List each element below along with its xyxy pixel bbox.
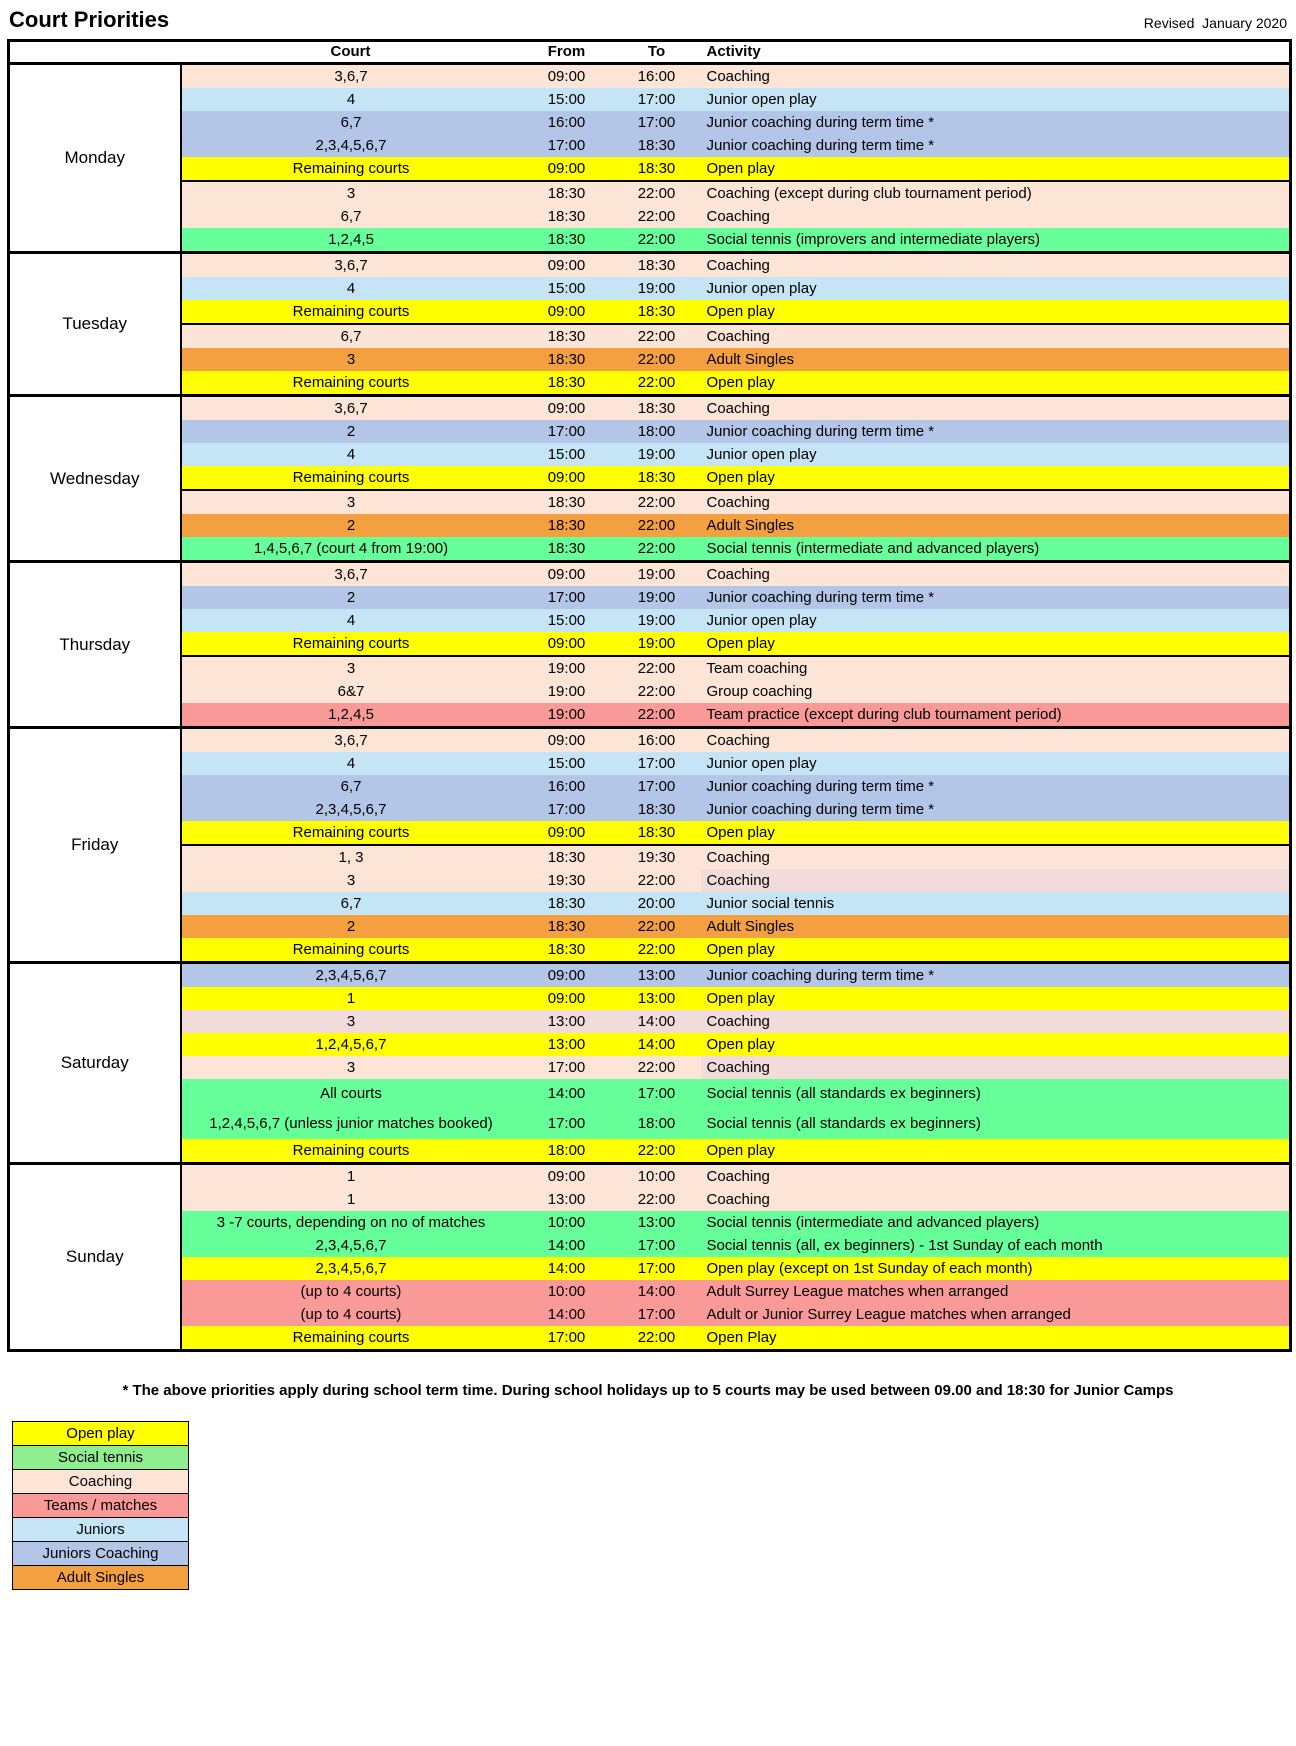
to-cell: 18:30 — [613, 157, 701, 181]
schedule-row — [9, 134, 1291, 157]
activity-header: Activity — [701, 41, 1291, 64]
activity-cell: Open play — [701, 300, 1291, 324]
schedule-row — [9, 1079, 1291, 1109]
from-cell: 09:00 — [521, 821, 613, 845]
activity-cell: Social tennis (improvers and intermediate players) — [701, 228, 1291, 253]
court-cell: 1,2,4,5 — [181, 703, 521, 728]
to-cell: 13:00 — [613, 963, 701, 988]
from-cell: 18:30 — [521, 537, 613, 562]
schedule-row — [9, 632, 1291, 656]
activity-cell: Junior open play — [701, 752, 1291, 775]
court-cell: 3,6,7 — [181, 64, 521, 89]
to-cell: 17:00 — [613, 775, 701, 798]
to-cell: 22:00 — [613, 348, 701, 371]
court-cell: 1, 3 — [181, 845, 521, 869]
from-cell: 17:00 — [521, 798, 613, 821]
from-cell: 14:00 — [521, 1257, 613, 1280]
activity-cell: Open play — [701, 1139, 1291, 1164]
court-cell: 6&7 — [181, 680, 521, 703]
to-cell: 19:00 — [613, 562, 701, 587]
to-cell: 22:00 — [613, 680, 701, 703]
from-cell: 10:00 — [521, 1280, 613, 1303]
court-cell: 2,3,4,5,6,7 — [181, 963, 521, 988]
from-cell: 14:00 — [521, 1234, 613, 1257]
revised-date: Revised January 2020 — [1143, 15, 1287, 31]
activity-cell: Adult Singles — [701, 514, 1291, 537]
schedule-row — [9, 443, 1291, 466]
from-cell: 13:00 — [521, 1188, 613, 1211]
court-cell: 3,6,7 — [181, 562, 521, 587]
to-cell: 18:30 — [613, 466, 701, 490]
activity-cell: Open Play — [701, 1326, 1291, 1351]
from-cell: 09:00 — [521, 157, 613, 181]
schedule-row — [9, 1188, 1291, 1211]
schedule-row — [9, 1109, 1291, 1139]
legend-item: Open play — [12, 1421, 189, 1446]
from-cell: 09:00 — [521, 1164, 613, 1189]
court-cell: 6,7 — [181, 775, 521, 798]
schedule-row — [9, 466, 1291, 490]
court-cell: 1,2,4,5,6,7 — [181, 1033, 521, 1056]
from-cell: 17:00 — [521, 1056, 613, 1079]
to-cell: 22:00 — [613, 703, 701, 728]
schedule-row — [9, 277, 1291, 300]
activity-cell: Adult or Junior Surrey League matches when arranged — [701, 1303, 1291, 1326]
to-cell: 22:00 — [613, 228, 701, 253]
from-cell: 16:00 — [521, 775, 613, 798]
court-cell: 2 — [181, 420, 521, 443]
from-cell: 19:00 — [521, 656, 613, 680]
activity-cell: Adult Singles — [701, 348, 1291, 371]
court-cell: 4 — [181, 752, 521, 775]
from-cell: 13:00 — [521, 1033, 613, 1056]
court-cell: 1 — [181, 1188, 521, 1211]
activity-cell: Team practice (except during club tournament period) — [701, 703, 1291, 728]
activity-cell: Junior coaching during term time * — [701, 134, 1291, 157]
activity-cell: Adult Surrey League matches when arranged — [701, 1280, 1291, 1303]
legend-item: Social tennis — [12, 1445, 189, 1470]
from-cell: 09:00 — [521, 562, 613, 587]
legend-item: Juniors Coaching — [12, 1541, 189, 1566]
court-cell: 3 — [181, 656, 521, 680]
activity-cell: Open play — [701, 371, 1291, 396]
to-cell: 16:00 — [613, 728, 701, 753]
schedule-row — [9, 845, 1291, 869]
to-cell: 18:30 — [613, 798, 701, 821]
to-cell: 22:00 — [613, 1056, 701, 1079]
activity-cell: Junior open play — [701, 88, 1291, 111]
day-label: Tuesday — [9, 253, 181, 396]
day-label: Thursday — [9, 562, 181, 728]
court-cell: (up to 4 courts) — [181, 1280, 521, 1303]
court-cell: 1 — [181, 1164, 521, 1189]
day-label: Wednesday — [9, 396, 181, 562]
court-cell: Remaining courts — [181, 1139, 521, 1164]
schedule-row — [9, 324, 1291, 348]
activity-cell: Open play — [701, 1033, 1291, 1056]
activity-cell: Junior open play — [701, 277, 1291, 300]
activity-cell: Coaching — [701, 490, 1291, 514]
day-label: Sunday — [9, 1164, 181, 1351]
from-cell: 19:30 — [521, 869, 613, 892]
schedule-row — [9, 680, 1291, 703]
from-cell: 09:00 — [521, 253, 613, 278]
schedule-row — [9, 1326, 1291, 1351]
court-header: Court — [181, 41, 521, 64]
from-cell: 09:00 — [521, 632, 613, 656]
schedule-row — [9, 656, 1291, 680]
activity-cell: Coaching — [701, 869, 1291, 892]
to-cell: 18:30 — [613, 821, 701, 845]
from-cell: 09:00 — [521, 466, 613, 490]
court-cell: 2 — [181, 915, 521, 938]
court-cell: 2,3,4,5,6,7 — [181, 1257, 521, 1280]
schedule-body — [9, 64, 1291, 1351]
court-cell: Remaining courts — [181, 300, 521, 324]
to-cell: 22:00 — [613, 181, 701, 205]
activity-cell: Open play — [701, 157, 1291, 181]
from-cell: 18:30 — [521, 205, 613, 228]
to-cell: 20:00 — [613, 892, 701, 915]
activity-cell: Social tennis (intermediate and advanced players) — [701, 537, 1291, 562]
to-cell: 19:30 — [613, 845, 701, 869]
schedule-row — [9, 1234, 1291, 1257]
schedule-row — [9, 490, 1291, 514]
schedule-row — [9, 300, 1291, 324]
to-cell: 17:00 — [613, 1303, 701, 1326]
to-cell: 22:00 — [613, 1326, 701, 1351]
activity-cell: Junior coaching during term time * — [701, 963, 1291, 988]
to-cell: 17:00 — [613, 1079, 701, 1109]
to-cell: 18:30 — [613, 134, 701, 157]
court-cell: 2 — [181, 514, 521, 537]
schedule-row — [9, 514, 1291, 537]
from-cell: 18:30 — [521, 514, 613, 537]
activity-cell: Open play — [701, 632, 1291, 656]
color-legend — [12, 1421, 189, 1590]
from-cell: 15:00 — [521, 609, 613, 632]
schedule-row — [9, 609, 1291, 632]
table-header — [9, 41, 1291, 64]
to-cell: 22:00 — [613, 656, 701, 680]
from-cell: 09:00 — [521, 963, 613, 988]
to-cell: 22:00 — [613, 1139, 701, 1164]
from-cell: 18:30 — [521, 348, 613, 371]
schedule-row — [9, 111, 1291, 134]
activity-cell: Open play (except on 1st Sunday of each month) — [701, 1257, 1291, 1280]
court-cell: Remaining courts — [181, 632, 521, 656]
schedule-row — [9, 537, 1291, 562]
from-cell: 09:00 — [521, 64, 613, 89]
activity-cell: Coaching — [701, 1056, 1291, 1079]
from-cell: 14:00 — [521, 1079, 613, 1109]
schedule-row — [9, 205, 1291, 228]
to-cell: 17:00 — [613, 1234, 701, 1257]
from-cell: 18:30 — [521, 845, 613, 869]
activity-cell: Open play — [701, 466, 1291, 490]
term-time-footnote: * The above priorities apply during school term time. During school holidays up to 5 courts may be used between 09.00 and 18:30 for Junior Camps — [122, 1382, 1174, 1399]
to-cell: 22:00 — [613, 1188, 701, 1211]
activity-cell: Coaching — [701, 1188, 1291, 1211]
from-cell: 15:00 — [521, 88, 613, 111]
activity-cell: Junior coaching during term time * — [701, 798, 1291, 821]
court-priorities-table — [7, 39, 1292, 1352]
court-cell: 3,6,7 — [181, 396, 521, 421]
to-cell: 22:00 — [613, 205, 701, 228]
day-label: Saturday — [9, 963, 181, 1164]
court-cell: 3 — [181, 1056, 521, 1079]
activity-cell: Junior social tennis — [701, 892, 1291, 915]
schedule-row — [9, 1033, 1291, 1056]
from-cell: 17:00 — [521, 1326, 613, 1351]
schedule-row — [9, 938, 1291, 963]
from-cell: 19:00 — [521, 680, 613, 703]
schedule-row — [9, 181, 1291, 205]
activity-cell: Group coaching — [701, 680, 1291, 703]
court-cell: (up to 4 courts) — [181, 1303, 521, 1326]
from-cell: 18:30 — [521, 892, 613, 915]
schedule-row — [9, 562, 1291, 587]
activity-cell: Adult Singles — [701, 915, 1291, 938]
activity-cell: Coaching — [701, 64, 1291, 89]
activity-cell: Coaching — [701, 1010, 1291, 1033]
schedule-row — [9, 1257, 1291, 1280]
from-cell: 18:30 — [521, 324, 613, 348]
court-cell: Remaining courts — [181, 938, 521, 963]
schedule-row — [9, 1211, 1291, 1234]
court-cell: 3 — [181, 181, 521, 205]
to-cell: 17:00 — [613, 1257, 701, 1280]
from-cell: 18:30 — [521, 490, 613, 514]
court-cell: Remaining courts — [181, 371, 521, 396]
court-cell: 2 — [181, 586, 521, 609]
to-cell: 22:00 — [613, 915, 701, 938]
to-cell: 19:00 — [613, 609, 701, 632]
to-cell: 19:00 — [613, 586, 701, 609]
court-cell: 4 — [181, 609, 521, 632]
court-cell: 6,7 — [181, 205, 521, 228]
activity-cell: Junior coaching during term time * — [701, 420, 1291, 443]
activity-cell: Open play — [701, 987, 1291, 1010]
to-cell: 19:00 — [613, 443, 701, 466]
schedule-row — [9, 396, 1291, 421]
schedule-row — [9, 821, 1291, 845]
to-cell: 14:00 — [613, 1280, 701, 1303]
court-cell: 3,6,7 — [181, 253, 521, 278]
schedule-row — [9, 703, 1291, 728]
activity-cell: Junior open play — [701, 443, 1291, 466]
from-cell: 09:00 — [521, 728, 613, 753]
schedule-row — [9, 157, 1291, 181]
court-cell: 2,3,4,5,6,7 — [181, 1234, 521, 1257]
court-cell: 3 — [181, 1010, 521, 1033]
court-cell: 6,7 — [181, 111, 521, 134]
from-cell: 19:00 — [521, 703, 613, 728]
schedule-row — [9, 348, 1291, 371]
to-cell: 14:00 — [613, 1033, 701, 1056]
legend-item: Teams / matches — [12, 1493, 189, 1518]
from-cell: 17:00 — [521, 134, 613, 157]
page-title: Court Priorities — [9, 7, 170, 32]
schedule-row — [9, 1139, 1291, 1164]
legend-item: Juniors — [12, 1517, 189, 1542]
from-cell: 17:00 — [521, 586, 613, 609]
activity-cell: Coaching — [701, 562, 1291, 587]
from-cell: 09:00 — [521, 396, 613, 421]
court-cell: 3 — [181, 490, 521, 514]
to-cell: 18:00 — [613, 1109, 701, 1139]
activity-cell: Coaching — [701, 1164, 1291, 1189]
court-cell: 1,4,5,6,7 (court 4 from 19:00) — [181, 537, 521, 562]
schedule-row — [9, 371, 1291, 396]
court-cell: 1,2,4,5,6,7 (unless junior matches booked) — [181, 1109, 521, 1139]
court-cell: 3 — [181, 348, 521, 371]
to-cell: 22:00 — [613, 938, 701, 963]
schedule-row — [9, 963, 1291, 988]
from-cell: 10:00 — [521, 1211, 613, 1234]
activity-cell: Coaching — [701, 728, 1291, 753]
court-cell: Remaining courts — [181, 1326, 521, 1351]
to-cell: 18:30 — [613, 253, 701, 278]
from-cell: 17:00 — [521, 1109, 613, 1139]
to-cell: 18:30 — [613, 396, 701, 421]
court-cell: 2,3,4,5,6,7 — [181, 798, 521, 821]
to-cell: 14:00 — [613, 1010, 701, 1033]
day-label: Friday — [9, 728, 181, 963]
from-cell: 13:00 — [521, 1010, 613, 1033]
schedule-row — [9, 728, 1291, 753]
legend-item: Adult Singles — [12, 1565, 189, 1590]
schedule-row — [9, 1164, 1291, 1189]
schedule-row — [9, 1303, 1291, 1326]
schedule-row — [9, 798, 1291, 821]
to-header: To — [613, 41, 701, 64]
from-cell: 09:00 — [521, 300, 613, 324]
to-cell: 22:00 — [613, 371, 701, 396]
court-cell: 4 — [181, 88, 521, 111]
schedule-row — [9, 752, 1291, 775]
from-cell: 18:30 — [521, 228, 613, 253]
schedule-row — [9, 253, 1291, 278]
from-cell: 16:00 — [521, 111, 613, 134]
schedule-row — [9, 586, 1291, 609]
court-cell: Remaining courts — [181, 157, 521, 181]
to-cell: 13:00 — [613, 987, 701, 1010]
from-cell: 18:30 — [521, 938, 613, 963]
court-cell: 3 -7 courts, depending on no of matches — [181, 1211, 521, 1234]
schedule-row — [9, 1010, 1291, 1033]
to-cell: 17:00 — [613, 111, 701, 134]
schedule-row — [9, 88, 1291, 111]
to-cell: 17:00 — [613, 88, 701, 111]
schedule-row — [9, 1280, 1291, 1303]
court-cell: 1,2,4,5 — [181, 228, 521, 253]
court-cell: 6,7 — [181, 892, 521, 915]
day-label: Monday — [9, 64, 181, 253]
to-cell: 22:00 — [613, 514, 701, 537]
activity-cell: Coaching — [701, 396, 1291, 421]
court-cell: 3 — [181, 869, 521, 892]
from-cell: 18:30 — [521, 181, 613, 205]
court-cell: 4 — [181, 443, 521, 466]
to-cell: 16:00 — [613, 64, 701, 89]
page-header — [7, 5, 1289, 39]
from-cell: 09:00 — [521, 987, 613, 1010]
from-cell: 14:00 — [521, 1303, 613, 1326]
activity-cell: Coaching — [701, 205, 1291, 228]
schedule-row — [9, 64, 1291, 89]
to-cell: 22:00 — [613, 869, 701, 892]
activity-cell: Team coaching — [701, 656, 1291, 680]
from-cell: 18:30 — [521, 371, 613, 396]
court-cell: Remaining courts — [181, 821, 521, 845]
to-cell: 22:00 — [613, 537, 701, 562]
activity-cell: Open play — [701, 938, 1291, 963]
activity-cell: Coaching — [701, 845, 1291, 869]
day-header-cell — [9, 41, 181, 64]
from-cell: 18:00 — [521, 1139, 613, 1164]
activity-cell: Junior coaching during term time * — [701, 111, 1291, 134]
activity-cell: Coaching (except during club tournament period) — [701, 181, 1291, 205]
to-cell: 22:00 — [613, 324, 701, 348]
legend-item: Coaching — [12, 1469, 189, 1494]
activity-cell: Open play — [701, 821, 1291, 845]
from-header: From — [521, 41, 613, 64]
activity-cell: Social tennis (all, ex beginners) - 1st Sunday of each month — [701, 1234, 1291, 1257]
court-cell: All courts — [181, 1079, 521, 1109]
to-cell: 19:00 — [613, 277, 701, 300]
court-cell: 3,6,7 — [181, 728, 521, 753]
activity-cell: Social tennis (all standards ex beginners) — [701, 1109, 1291, 1139]
activity-cell: Coaching — [701, 253, 1291, 278]
schedule-row — [9, 420, 1291, 443]
activity-cell: Junior coaching during term time * — [701, 775, 1291, 798]
from-cell: 15:00 — [521, 752, 613, 775]
to-cell: 13:00 — [613, 1211, 701, 1234]
schedule-row — [9, 892, 1291, 915]
court-cell: 2,3,4,5,6,7 — [181, 134, 521, 157]
activity-cell: Junior coaching during term time * — [701, 586, 1291, 609]
to-cell: 19:00 — [613, 632, 701, 656]
from-cell: 18:30 — [521, 915, 613, 938]
court-cell: 6,7 — [181, 324, 521, 348]
activity-cell: Junior open play — [701, 609, 1291, 632]
activity-cell: Social tennis (all standards ex beginners) — [701, 1079, 1291, 1109]
to-cell: 18:00 — [613, 420, 701, 443]
to-cell: 22:00 — [613, 490, 701, 514]
header-row — [9, 41, 1291, 64]
court-cell: 1 — [181, 987, 521, 1010]
court-cell: 4 — [181, 277, 521, 300]
activity-cell: Social tennis (intermediate and advanced players) — [701, 1211, 1291, 1234]
schedule-row — [9, 987, 1291, 1010]
to-cell: 18:30 — [613, 300, 701, 324]
from-cell: 17:00 — [521, 420, 613, 443]
activity-cell: Coaching — [701, 324, 1291, 348]
from-cell: 15:00 — [521, 277, 613, 300]
schedule-row — [9, 228, 1291, 253]
to-cell: 10:00 — [613, 1164, 701, 1189]
from-cell: 15:00 — [521, 443, 613, 466]
schedule-row — [9, 1056, 1291, 1079]
schedule-row — [9, 775, 1291, 798]
court-cell: Remaining courts — [181, 466, 521, 490]
to-cell: 17:00 — [613, 752, 701, 775]
schedule-row — [9, 915, 1291, 938]
schedule-row — [9, 869, 1291, 892]
